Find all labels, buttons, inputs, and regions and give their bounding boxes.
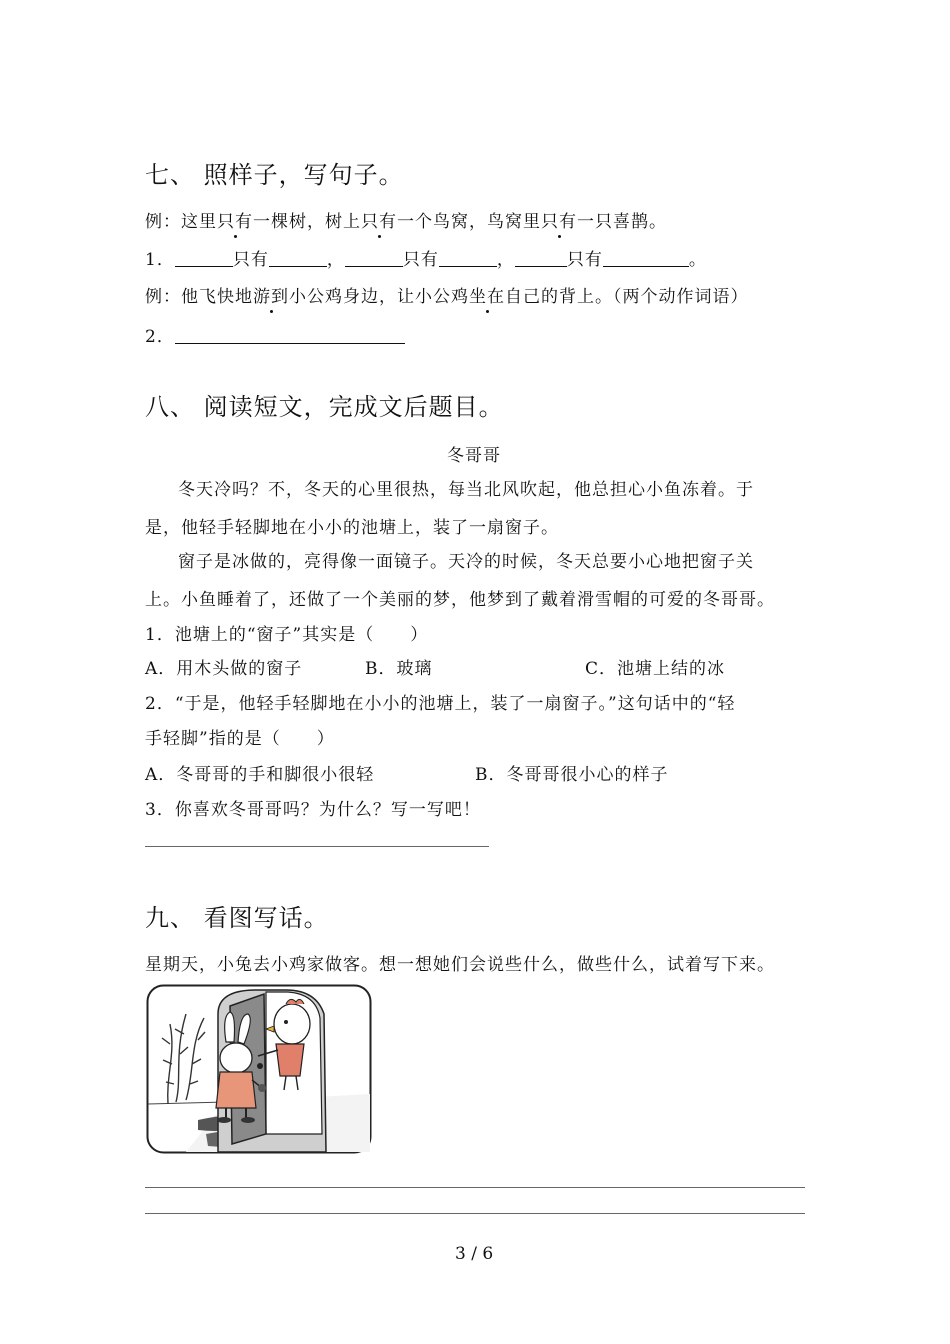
q7-1-period: 。	[688, 250, 707, 270]
answer-blank[interactable]	[439, 250, 497, 267]
passage-para1-line1: 冬天冷吗？不，冬天的心里很热，每当北风吹起，他总担心小鱼冻着。于	[178, 480, 754, 500]
passage-para2-line1: 窗子是冰做的，亮得像一面镜子。天冷的时候，冬天总要小心地把窗子关	[178, 552, 754, 572]
q7-1-word: 只有	[402, 250, 439, 270]
example2-dotted-word2: 坐在	[469, 287, 505, 307]
example1-text4: 一只喜鹊。	[577, 212, 667, 232]
section7-heading: 七、 照样子，写句子。	[145, 161, 404, 189]
q8-1-option-c[interactable]: C．池塘上结的冰	[585, 659, 726, 679]
door-knob	[257, 1063, 263, 1069]
answer-line[interactable]	[145, 846, 489, 847]
example1-prefix: 例：	[145, 212, 181, 232]
answer-blank[interactable]	[515, 250, 567, 267]
q8-1-option-b[interactable]: B．玻璃	[365, 659, 433, 679]
q8-2-option-b[interactable]: B．冬哥哥很小心的样子	[475, 765, 669, 785]
question8-3: 3．你喜欢冬哥哥吗？为什么？写一写吧！	[145, 800, 481, 820]
example2-dotted-word1: 游到	[253, 287, 289, 307]
q7-1-comma: ，	[496, 250, 515, 270]
example1-dotted-word2: 只有	[361, 212, 397, 232]
answer-blank[interactable]	[175, 327, 405, 344]
question7-1	[145, 245, 707, 270]
question8-2-line1: 2．“于是，他轻手轻脚地在小小的池塘上，装了一扇窗子。”这句话中的“轻	[145, 694, 736, 714]
example1-dotted-word1: 只有	[217, 212, 253, 232]
example2-text1: 他飞快地	[181, 287, 253, 307]
writing-line[interactable]	[145, 1187, 805, 1188]
example1-text1: 这里	[181, 212, 217, 232]
q8-1-option-a[interactable]: A．用木头做的窗子	[145, 659, 303, 679]
picture-writing-prompt: 星期天，小兔去小鸡家做客。想一想她们会说些什么，做些什么，试着写下来。	[145, 955, 775, 975]
example2-text2: 小公鸡身边，让小公鸡	[289, 287, 469, 307]
q7-1-number: 1．	[145, 250, 175, 270]
question8-2-line2: 手轻脚”指的是（ ）	[145, 729, 335, 749]
answer-blank[interactable]	[269, 250, 327, 267]
rabbit-visits-chick-picture	[146, 984, 372, 1154]
section8-heading: 八、 阅读短文，完成文后题目。	[145, 393, 504, 421]
example1-dotted-word3: 只有	[541, 212, 577, 232]
q7-1-word: 只有	[566, 250, 603, 270]
example2-sentence	[145, 282, 749, 307]
passage-para2-line2: 上。小鱼睡着了，还做了一个美丽的梦，他梦到了戴着滑雪帽的可爱的冬哥哥。	[145, 590, 775, 610]
passage-para1-line2: 是，他轻手轻脚地在小小的池塘上，装了一扇窗子。	[145, 518, 559, 538]
q7-2-number: 2．	[145, 327, 175, 347]
example2-prefix: 例：	[145, 287, 181, 307]
question8-1: 1．池塘上的“窗子”其实是（ ）	[145, 625, 429, 645]
answer-blank[interactable]	[175, 250, 233, 267]
section9-heading: 九、 看图写话。	[145, 904, 329, 932]
writing-line[interactable]	[145, 1213, 805, 1214]
passage-title: 冬哥哥	[447, 446, 501, 466]
example1-text2: 一棵树，树上	[253, 212, 361, 232]
example1-sentence	[145, 207, 667, 232]
q8-2-option-a[interactable]: A．冬哥哥的手和脚很小很轻	[145, 765, 375, 785]
example2-text3: 自己的背上。（两个动作词语）	[505, 287, 749, 307]
page-number: 3 / 6	[455, 1244, 494, 1264]
answer-blank[interactable]	[345, 250, 403, 267]
question7-2	[145, 322, 405, 347]
q7-1-comma: ，	[326, 250, 345, 270]
example1-text3: 一个鸟窝，鸟窝里	[397, 212, 541, 232]
q7-1-word: 只有	[232, 250, 269, 270]
answer-blank[interactable]	[603, 250, 689, 267]
